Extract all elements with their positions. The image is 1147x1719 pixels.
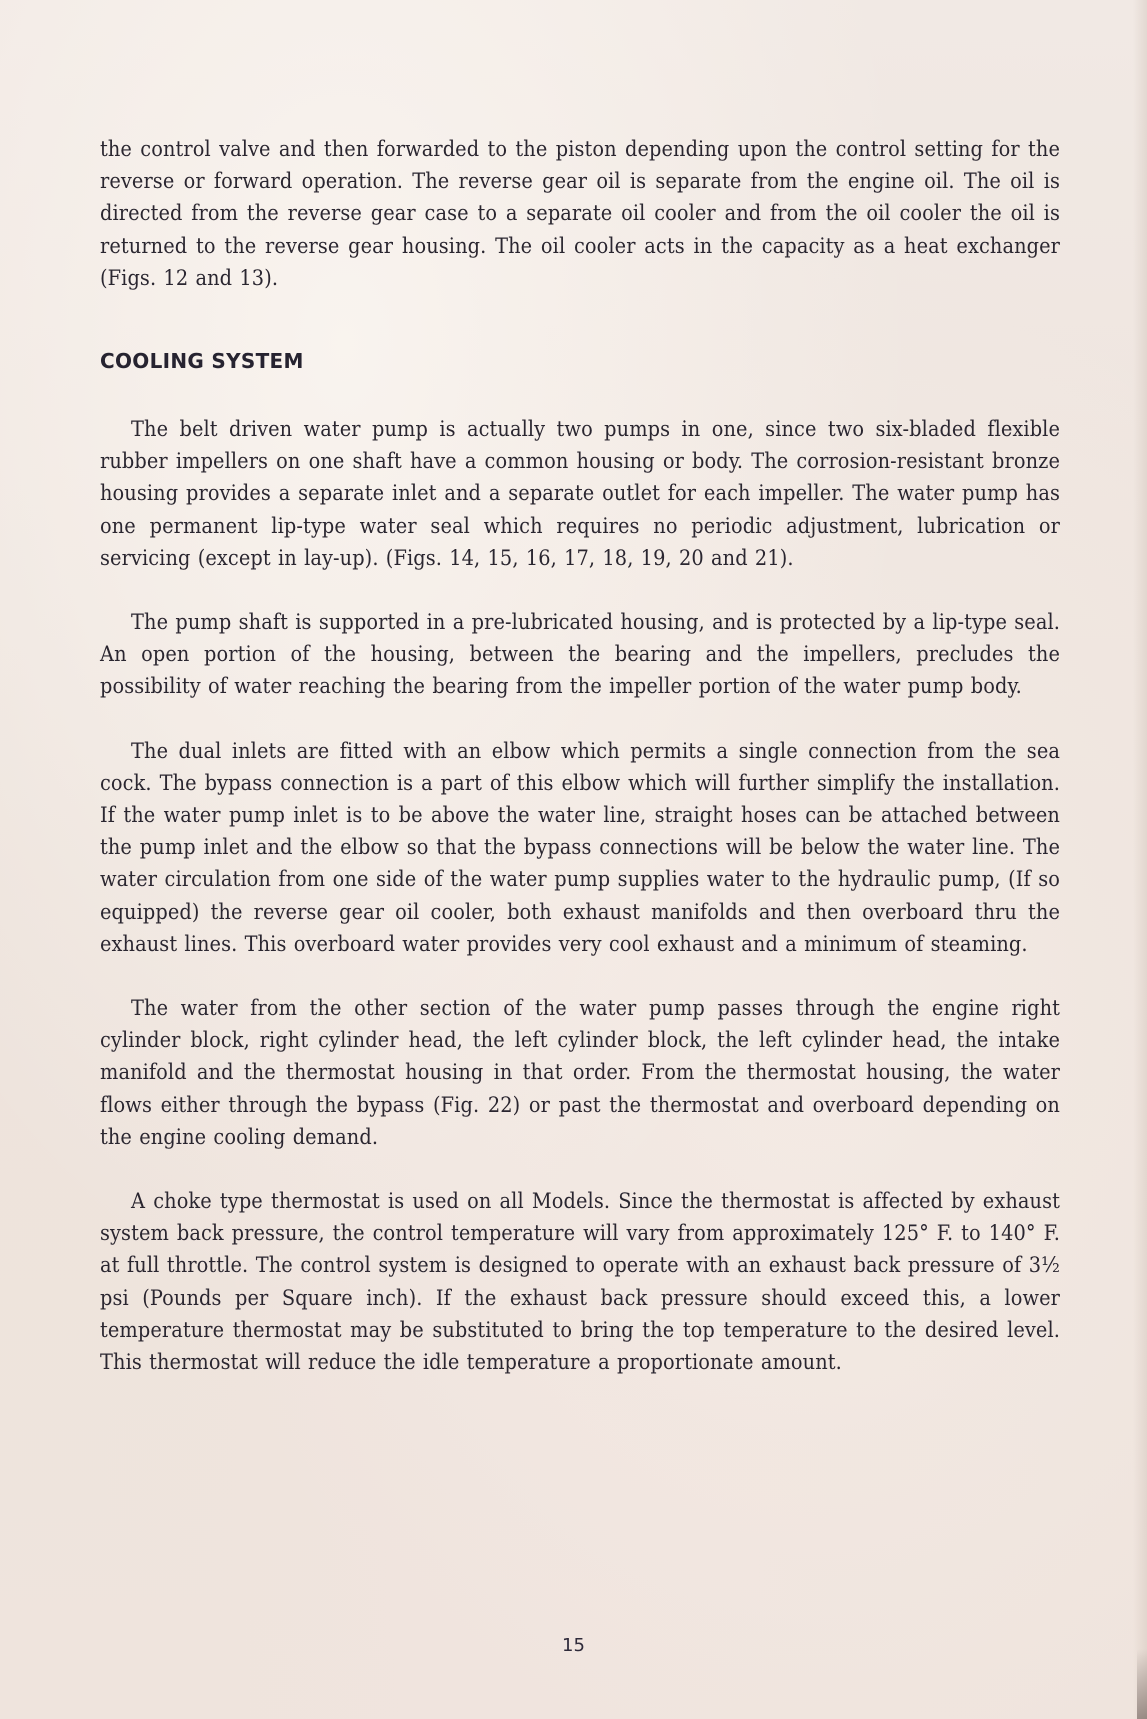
intro-paragraph: the control valve and then forwarded to the piston depending upon the control setting for the reverse or forward operation. The reverse gear oil is separate from the engine oil. The oil is directed from the reverse gear case to a separate oil cooler and from the oil cooler the oil is returned to the reverse gear housing. The oil cooler acts in the capacity as a heat exchanger (Figs. 12 and 13). xyxy=(100,137,1060,291)
paragraph-water-pump: The belt driven water pump is actually two pumps in one, since two six-bladed flexible rubber impellers on one shaft have a common housing or body. The corrosion-resistant bronze housing provides a separate inlet and a separate outlet for each impeller. The water pump has one permanent lip-type water seal which requires no periodic adjustment, lubrication or servicing (except in lay-up). (Figs. 14, 15, 16, 17, 18, 19, 20 and 21). xyxy=(100,417,1060,571)
paragraph-dual-inlets: The dual inlets are fitted with an elbow which permits a single connection from the sea cock. The bypass connection is a part of this elbow which will further simplify the installation. If the water pump inlet is to be above the water line, straight hoses can be attached between the pump inlet and the elbow so that the bypass connections will be below the water line. The water circulation from one side of the water pump supplies water to the hydraulic pump, (If so equipped) the reverse gear oil cooler, both exhaust manifolds and then overboard thru the exhaust lines. This overboard water provides very cool exhaust and a minimum of steaming. xyxy=(100,738,1060,957)
page-number: 15 xyxy=(562,1635,585,1656)
paragraph-water-flow: The water from the other section of the water pump passes through the engine right cylinder block, right cylinder head, the left cylinder block, the left cylinder head, the intake manifold and the thermostat housing in that order. From the thermostat housing, the water flows either through the bypass (Fig. 22) or past the thermostat and overboard depending on the engine cooling demand. xyxy=(100,996,1060,1150)
page-body xyxy=(100,134,1060,1379)
page-corner-wear xyxy=(1137,1649,1147,1719)
paragraph-pump-shaft: The pump shaft is supported in a pre-lubricated housing, and is protected by a lip-type seal. An open portion of the housing, between the bearing and the impellers, precludes the possibility of water reaching the bearing from the impeller portion of the water pump body. xyxy=(100,610,1060,700)
page-edge-shadow xyxy=(1133,0,1147,1719)
paragraph-thermostat: A choke type thermostat is used on all Models. Since the thermostat is affected by exhaust system back pressure, the control temperature will vary from approximately 125° F. to 140° F. at full throttle. The control system is designed to operate with an exhaust back pressure of 3½ psi (Pounds per Square inch). If the exhaust back pressure should exceed this, a lower temperature thermostat may be substituted to bring the top temperature to the desired level. This thermostat will reduce the idle temperature a proportionate amount. xyxy=(100,1189,1060,1376)
section-heading: COOLING SYSTEM xyxy=(100,349,304,374)
